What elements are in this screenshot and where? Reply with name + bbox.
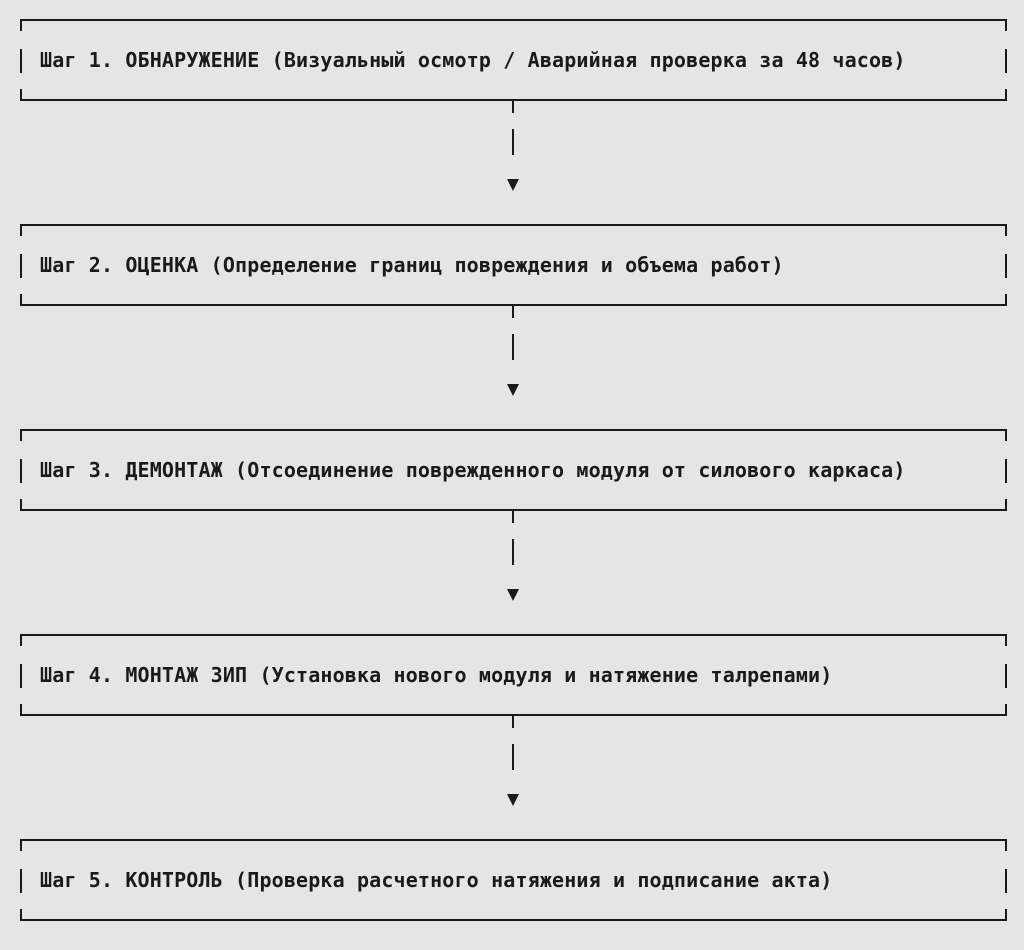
box-top-border — [20, 634, 1007, 636]
connector-4-5 — [503, 716, 523, 838]
step-2-label: Шаг 2. ОЦЕНКА (Определение границ повреждения и объема работ) — [40, 253, 784, 277]
box-top-border — [20, 224, 1007, 226]
box-top-border — [20, 429, 1007, 431]
arrow-down-icon — [507, 384, 519, 396]
step-5-label: Шаг 5. КОНТРОЛЬ (Проверка расчетного натяжения и подписание акта) — [40, 868, 833, 892]
step-5-box — [20, 839, 1007, 921]
step-2-box — [20, 224, 1007, 306]
step-1-label: Шаг 1. ОБНАРУЖЕНИЕ (Визуальный осмотр / Аварийная проверка за 48 часов) — [40, 48, 906, 72]
connector-3-4 — [503, 511, 523, 633]
step-1-box — [20, 19, 1007, 101]
step-3-label: Шаг 3. ДЕМОНТАЖ (Отсоединение поврежденного модуля от силового каркаса) — [40, 458, 906, 482]
box-top-border — [20, 19, 1007, 21]
step-3-box — [20, 429, 1007, 511]
step-4-box — [20, 634, 1007, 716]
arrow-down-icon — [507, 589, 519, 601]
arrow-down-icon — [507, 794, 519, 806]
connector-1-2 — [503, 101, 523, 223]
step-4-label: Шаг 4. МОНТАЖ ЗИП (Установка нового модуля и натяжение талрепами) — [40, 663, 833, 687]
connector-2-3 — [503, 306, 523, 428]
arrow-down-icon — [507, 179, 519, 191]
box-bottom-border — [20, 919, 1007, 921]
box-top-border — [20, 839, 1007, 841]
